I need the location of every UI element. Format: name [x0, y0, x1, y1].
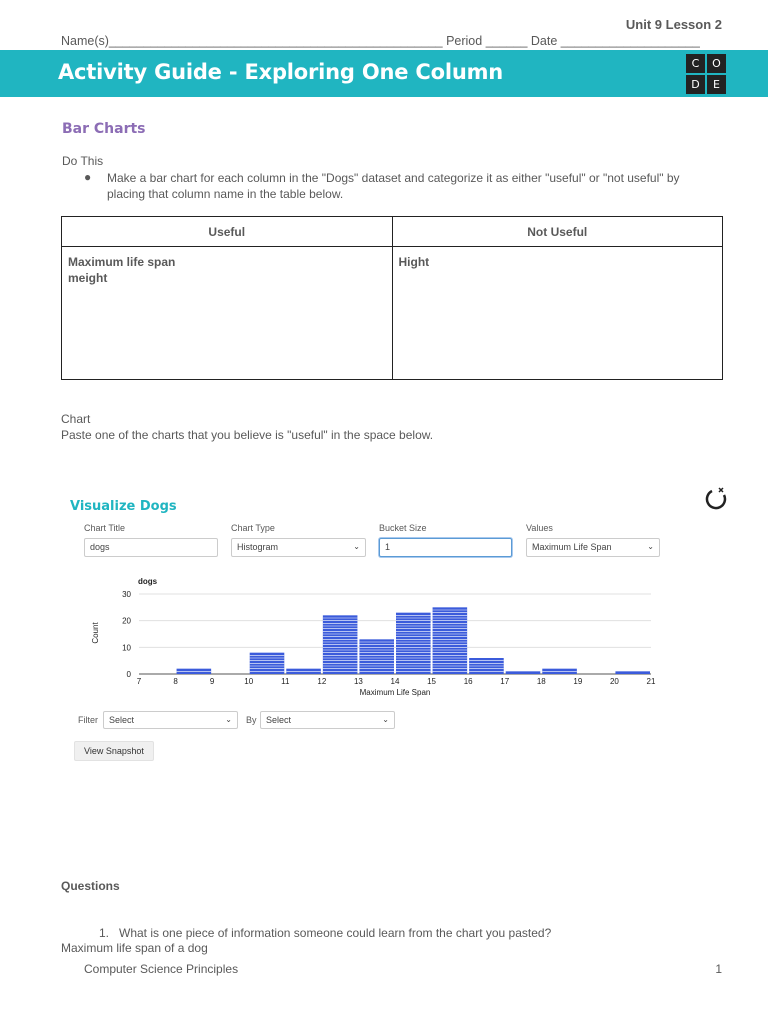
list-item: Maximum life span — [68, 255, 176, 269]
questions-heading: Questions — [61, 879, 120, 893]
histogram-bar — [286, 669, 321, 674]
chevron-down-icon: ⌄ — [382, 715, 389, 724]
bullet-icon: ● — [84, 170, 92, 184]
histogram-bar-fill — [433, 607, 468, 674]
values-value: Maximum Life Span — [532, 542, 612, 552]
values-label: Values — [526, 523, 553, 533]
chart-instruction: Paste one of the charts that you believe is "useful" in the space below. — [61, 428, 434, 442]
x-tick-label: 13 — [353, 677, 363, 686]
x-tick-label: 10 — [244, 677, 254, 686]
histogram-bar — [506, 671, 541, 674]
do-this-heading: Do This — [62, 154, 104, 168]
useful-cell[interactable] — [62, 247, 393, 380]
logo-letter: C — [686, 54, 705, 73]
bucket-size-label: Bucket Size — [379, 523, 427, 533]
y-tick-label: 10 — [122, 643, 131, 653]
chart-heading: Chart — [61, 412, 91, 426]
y-tick-label: 30 — [122, 590, 131, 599]
filter-value: Select — [109, 715, 135, 725]
histogram-bar — [396, 613, 431, 674]
footer-course: Computer Science Principles — [84, 962, 239, 976]
x-tick-label: 8 — [173, 677, 178, 686]
histogram-bar-fill — [615, 671, 650, 674]
name-period-date-line: Name(s)________________________________________________ Period ______ Date ____________________ — [61, 34, 700, 48]
x-axis-label: Maximum Life Span — [359, 688, 431, 697]
table-header-not-useful: Not Useful — [392, 217, 723, 247]
not-useful-cell[interactable] — [392, 247, 723, 380]
by-value: Select — [266, 715, 292, 725]
chevron-down-icon: ⌄ — [647, 542, 654, 551]
x-tick-label: 12 — [317, 677, 327, 686]
y-tick-label: 20 — [122, 616, 131, 626]
y-axis-label: Count — [91, 622, 100, 644]
unit-lesson-label: Unit 9 Lesson 2 — [625, 17, 722, 32]
chevron-down-icon: ⌄ — [225, 715, 232, 724]
x-tick-label: 11 — [281, 677, 290, 686]
histogram-chart — [80, 572, 670, 700]
histogram-bar-fill — [396, 613, 431, 674]
histogram-bar — [469, 658, 504, 674]
page-title: Activity Guide - Exploring One Column — [58, 60, 504, 84]
x-tick-label: 18 — [536, 677, 546, 686]
chart-type-select[interactable] — [231, 538, 366, 557]
page-number: 1 — [715, 962, 722, 976]
histogram-bar — [177, 669, 212, 674]
list-item: Hight — [398, 255, 430, 269]
histogram-bar-fill — [506, 671, 541, 674]
refresh-icon[interactable] — [704, 486, 728, 510]
list-item: meight — [68, 271, 108, 285]
histogram-bar — [615, 671, 650, 674]
answer-1[interactable]: Maximum life span of a dog — [61, 941, 208, 955]
chart-type-label: Chart Type — [231, 523, 275, 533]
x-tick-label: 14 — [390, 677, 400, 686]
histogram-bar — [359, 639, 394, 674]
table-header-useful: Useful — [62, 217, 393, 247]
chevron-down-icon: ⌄ — [353, 542, 360, 551]
visualizer-title: Visualize Dogs — [70, 499, 177, 514]
values-select[interactable] — [526, 538, 660, 557]
section-title-bar-charts: Bar Charts — [62, 121, 146, 137]
x-tick-label: 15 — [427, 677, 437, 686]
logo-letter: D — [686, 75, 705, 94]
chart-title-input[interactable]: dogs — [84, 538, 218, 557]
code-org-logo — [686, 54, 726, 94]
histogram-bar — [250, 653, 285, 674]
histogram-bar — [542, 669, 577, 674]
x-tick-label: 19 — [573, 677, 583, 686]
question-1: 1. What is one piece of information someone could learn from the chart you pasted? — [99, 926, 552, 940]
logo-letter: O — [707, 54, 726, 73]
chart-title: dogs — [138, 577, 158, 586]
x-tick-label: 21 — [646, 677, 656, 686]
logo-letter: E — [707, 75, 726, 94]
histogram-bar — [433, 607, 468, 674]
chart-bars — [177, 607, 650, 674]
x-tick-label: 9 — [209, 677, 215, 686]
filter-label: Filter — [78, 715, 98, 725]
x-tick-label: 17 — [500, 677, 510, 686]
x-tick-label: 7 — [136, 677, 142, 686]
bucket-size-input[interactable]: 1 — [379, 538, 512, 557]
chart-grid — [139, 594, 651, 674]
x-tick-label: 16 — [463, 677, 473, 686]
bar-chart-instruction: Make a bar chart for each column in the "Dogs" dataset and categorize it as either "useful" or "not useful" by placing that column name in the table below. — [107, 171, 680, 201]
by-select[interactable] — [260, 711, 395, 729]
filter-select[interactable] — [103, 711, 238, 729]
chart-title-label: Chart Title — [84, 523, 126, 533]
y-tick-label: 0 — [126, 670, 131, 679]
useful-category-table — [61, 216, 723, 380]
histogram-bar — [323, 615, 358, 674]
view-snapshot-button[interactable]: View Snapshot — [74, 741, 154, 761]
by-label: By — [246, 715, 257, 725]
x-tick-label: 20 — [609, 677, 619, 686]
chart-type-value: Histogram — [237, 542, 279, 552]
